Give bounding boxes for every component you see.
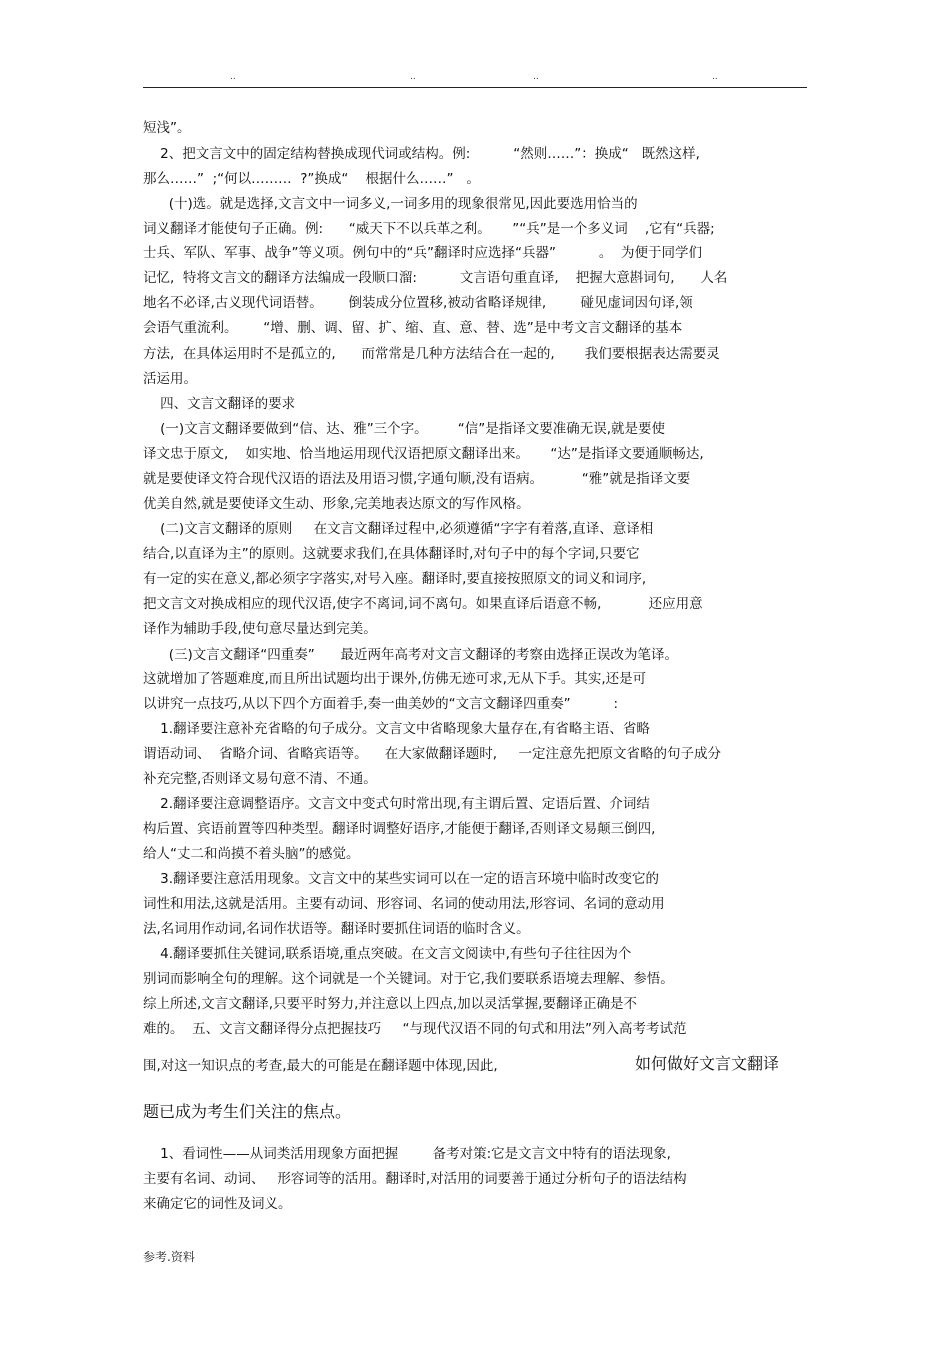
text-line: 士兵、军队、军事、战争”等义项。例句中的“兵”翻译时应选择“兵器” 。 为便于同学们 [143,245,702,261]
text-line: 优美自然,就是要使译文生动、形象,完美地表达原文的写作风格。 [143,496,530,512]
header-dots: .. [230,72,236,82]
text-line: 构后置、宾语前置等四种类型。翻译时调整好语序,才能便于翻译,否则译文易颠三倒四, [143,821,656,837]
text-line: 词性和用法,这就是活用。主要有动词、形容词、名词的使动用法,形容词、名词的意动用 [143,896,665,912]
text-line: 词义翻译才能使句子正确。例: “威天下不以兵革之利。 ”“兵”是一个多义词 ,它有“兵器; [143,221,715,237]
text-line: 法,名词用作动词,名词作状语等。翻译时要抓住词语的临时含义。 [143,921,530,937]
highlight-phrase: 如何做好文言文翻译 [635,1054,780,1073]
text-line: 给人“丈二和尚摸不着头脑”的感觉。 [143,846,360,862]
text-line: 别词而影响全句的理解。这个词就是一个关键词。对于它,我们要联系语境去理解、参悟。 [143,971,674,987]
header-dots: .. [410,72,416,82]
text-line: 那么……” ;“何以……… ?”换成“ 根据什么……” 。 [143,171,480,187]
text-line: 4.翻译要抓住关键词,联系语境,重点突破。在文言文阅读中,有些句子往往因为个 [143,946,632,962]
text-line: 会语气重流利。 “增、删、调、留、扩、缩、直、意、替、选”是中考文言文翻译的基本 [143,320,683,336]
text-line: 把文言文对换成相应的现代汉语,使字不离词,词不离句。如果直译后语意不畅, 还应用意 [143,596,703,612]
text-line: 主要有名词、动词、 形容词等的活用。翻译时,对活用的词要善于通过分析句子的语法结构 [143,1171,687,1187]
section-heading: 四、文言文翻译的要求 [143,396,296,412]
header-dots: .. [712,72,718,82]
text-line: 补充完整,否则译文易句意不清、不通。 [143,771,377,787]
text-line: (二)文言文翻译的原则 在文言文翻译过程中,必须遵循“字字有着落,直译、意译相 [143,521,654,537]
text-line: (三)文言文翻译“四重奏” 最近两年高考对文言文翻译的考察由选择正误改为笔译。 [143,647,679,663]
text-line: 题已成为考生们关注的焦点。 [143,1102,352,1121]
header-dots: .. [533,72,539,82]
header-rule [143,87,807,88]
text-line: 谓语动词、 省略介词、省略宾语等。 在大家做翻译题时, 一定注意先把原文省略的句子成分 [143,746,721,762]
text-line: 2、把文言文中的固定结构替换成现代词或结构。例: “然则……”：换成“ 既然这样, [143,146,700,162]
text-line: 地名不必译,古义现代词语替。 倒装成分位置移,被动省略译规律, 碰见虚词因句译,领 [143,295,693,311]
text-line: (十)选。就是选择,文言文中一词多义,一词多用的现象很常见,因此要选用恰当的 [143,196,638,212]
text-line: 来确定它的词性及词义。 [143,1196,292,1212]
text-line: 记忆, 特将文言文的翻译方法编成一段顺口溜: 文言语句重直译, 把握大意斟词句, 人名 [143,270,728,286]
text-line: 这就增加了答题难度,而且所出试题均出于课外,仿佛无迹可求,无从下手。其实,还是可 [143,671,647,687]
text-line: 1、看词性——从词类活用现象方面把握 备考对策:它是文言文中特有的语法现象, [143,1146,671,1162]
text-line: 就是要使译文符合现代汉语的语法及用语习惯,字通句顺,没有语病。 “雅”就是指译文要 [143,471,691,487]
text-line: 译文忠于原文, 如实地、恰当地运用现代汉语把原文翻译出来。 “达”是指译文要通顺畅达, [143,446,704,462]
text-line: 方法, 在具体运用时不是孤立的, 而常常是几种方法结合在一起的, 我们要根据表达需要灵 [143,346,720,362]
text-line: 短浅”。 [143,120,191,136]
text-line: 1.翻译要注意补充省略的句子成分。文言文中省略现象大量存在,有省略主语、省略 [143,721,650,737]
text-line: 译作为辅助手段,使句意尽量达到完美。 [143,621,377,637]
text-line: 围,对这一知识点的考查,最大的可能是在翻译题中体现,因此, [143,1058,498,1074]
text-line: 有一定的实在意义,都必须字字落实,对号入座。翻译时,要直接按照原文的词义和词序, [143,571,647,587]
text-line: 结合,以直译为主”的原则。这就要求我们,在具体翻译时,对句子中的每个字词,只要它 [143,546,640,562]
text-line: 以讲究一点技巧,从以下四个方面着手,奏一曲美妙的“文言文翻译四重奏” : [143,696,619,712]
text-line: 难的。 五、文言文翻译得分点把握技巧 “与现代汉语不同的句式和用法”列入高考考试范 [143,1021,687,1037]
page-footer: 参考.资料 [143,1250,195,1264]
text-line: 综上所述,文言文翻译,只要平时努力,并注意以上四点,加以灵活掌握,要翻译正确是不 [143,996,637,1012]
text-line: 3.翻译要注意活用现象。文言文中的某些实词可以在一定的语言环境中临时改变它的 [143,871,660,887]
text-line: (一)文言文翻译要做到“信、达、雅”三个字。 “信”是指译文要准确无误,就是要使 [143,421,666,437]
text-line: 2.翻译要注意调整语序。文言文中变式句时常出现,有主谓后置、定语后置、介词结 [143,796,650,812]
text-line: 活运用。 [143,371,197,387]
